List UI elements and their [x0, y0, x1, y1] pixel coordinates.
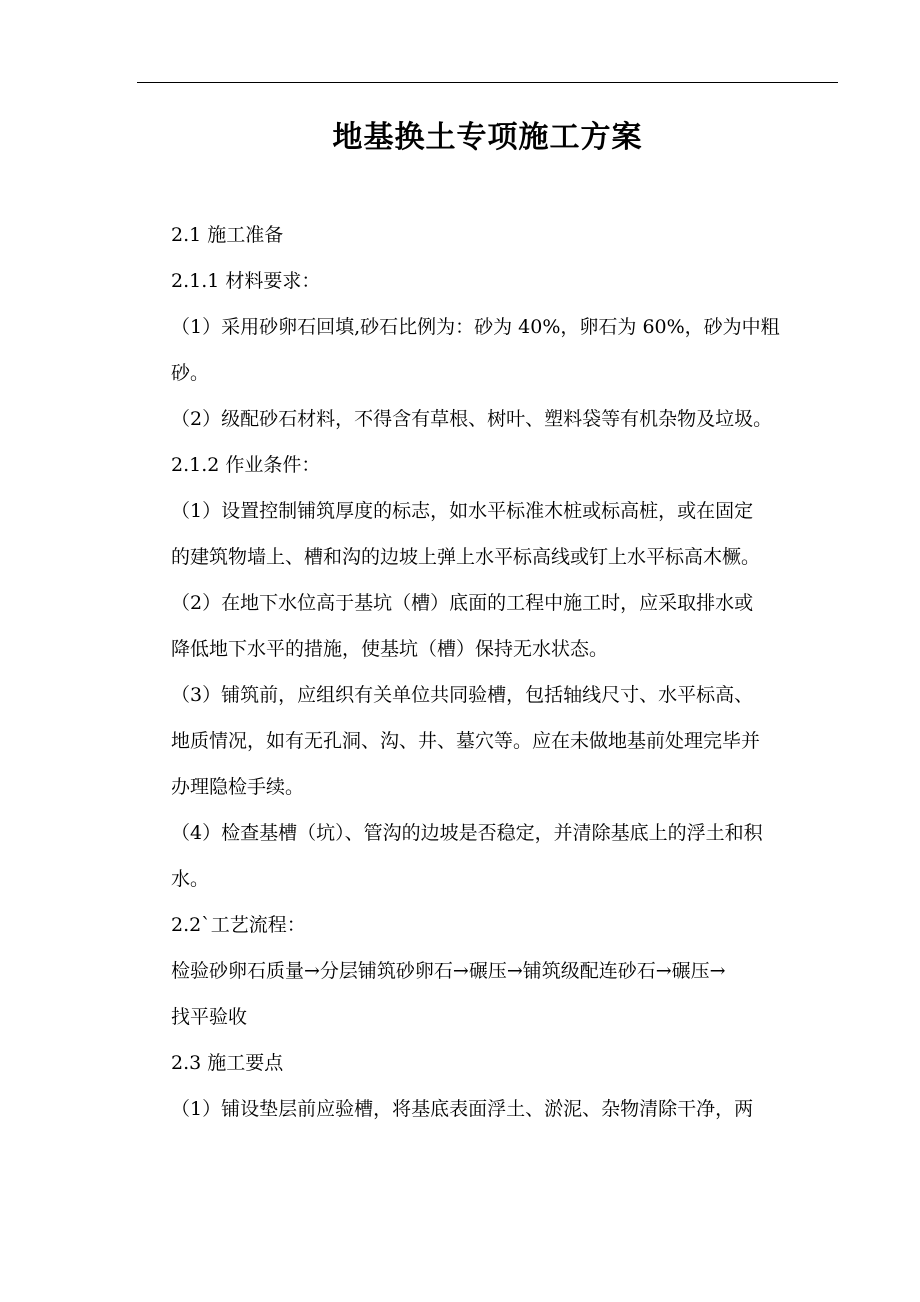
text-line: 2.1 施工准备: [171, 224, 284, 246]
text-line: （3）铺筑前，应组织有关单位共同验槽，包括轴线尺寸、水平标高、: [171, 684, 754, 706]
text-line: （2）级配砂石材料，不得含有草根、树叶、塑料袋等有机杂物及垃圾。: [171, 408, 773, 430]
text-line: 2.3 施工要点: [171, 1052, 284, 1074]
text-line: 办理隐检手续。: [171, 776, 305, 798]
text-line: 2.1.2 作业条件：: [171, 454, 321, 476]
text-line: 地质情况，如有无孔洞、沟、井、墓穴等。应在未做地基前处理完毕并: [171, 730, 761, 752]
text-line: 找平验收: [171, 1006, 248, 1028]
header-rule: [137, 82, 838, 83]
text-line: 检验砂卵石质量→分层铺筑砂卵石→碾压→铺筑级配连砂石→碾压→: [171, 960, 726, 982]
text-line: （1）设置控制铺筑厚度的标志，如水平标准木桩或标高桩，或在固定: [171, 500, 754, 522]
text-line: 的建筑物墙上、槽和沟的边坡上弹上水平标高线或钉上水平标高木橛。: [171, 546, 761, 568]
text-line: 2.2`工艺流程：: [171, 914, 306, 936]
document-title: 地基换土专项施工方案: [332, 120, 643, 155]
text-line: 水。: [171, 868, 210, 890]
title-container: [137, 112, 838, 156]
document-body: [171, 212, 838, 1132]
text-line: 2.1.1 材料要求：: [171, 270, 321, 292]
text-line: （1）采用砂卵石回填,砂石比例为：砂为 40%，卵石为 60%，砂为中粗: [171, 316, 780, 338]
text-line: 降低地下水平的措施，使基坑（槽）保持无水状态。: [171, 638, 609, 660]
text-line: （1）铺设垫层前应验槽，将基底表面浮土、淤泥、杂物清除干净，两: [171, 1098, 754, 1120]
text-line: 砂。: [171, 362, 210, 384]
text-line: （4）检查基槽（坑）、管沟的边坡是否稳定，并清除基底上的浮土和积: [171, 822, 763, 844]
text-line: （2）在地下水位高于基坑（槽）底面的工程中施工时，应采取排水或: [171, 592, 754, 614]
